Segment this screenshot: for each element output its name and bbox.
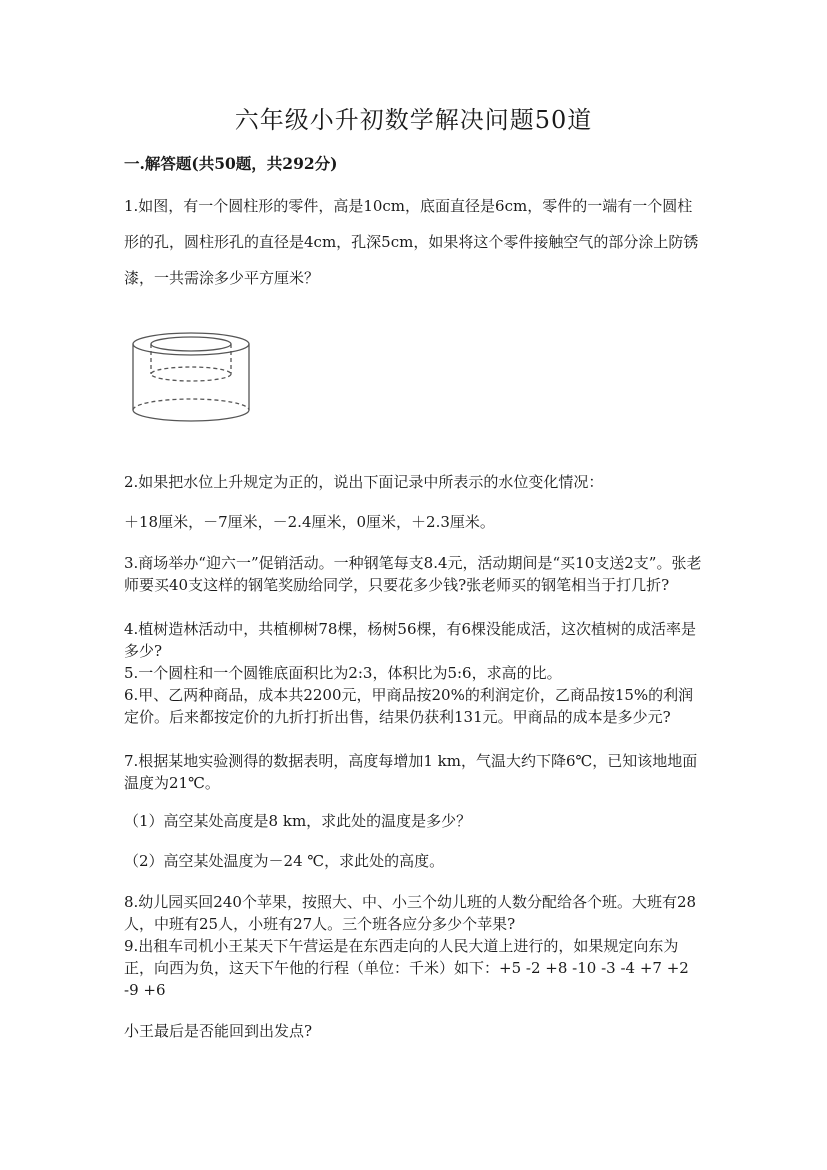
question-8: 8.幼儿园买回240个苹果，按照大、中、小三个幼儿班的人数分配给各个班。大班有28人，中班有25人，小班有27人。三个班各应分多少个苹果? xyxy=(124,893,697,933)
question-2-values: ＋18厘米，－7厘米，－2.4厘米，0厘米，＋2.3厘米。 xyxy=(124,513,495,531)
section-heading: 一.解答题(共50题，共292分) xyxy=(124,154,338,173)
question-2: 2.如果把水位上升规定为正的，说出下面记录中所表示的水位变化情况： xyxy=(124,473,604,491)
question-7-part-2: （2）高空某处温度为－24 ℃，求此处的高度。 xyxy=(124,852,445,870)
question-1: 1.如图，有一个圆柱形的零件，高是10cm，底面直径是6cm，零件的一端有一个圆柱形的孔，圆柱形孔的直径是4cm，孔深5cm，如果将这个零件接触空气的部分涂上防锈漆，一共需涂多少平方厘米？ xyxy=(124,197,699,287)
question-7-part-1: （1）高空某处高度是8 km，求此处的温度是多少？ xyxy=(124,812,472,830)
question-3: 3.商场举办“迎六一”促销活动。一种钢笔每支8.4元，活动期间是“买10支送2支”。张老师要买40支这样的钢笔奖励给同学，只要花多少钱?张老师买的钢笔相当于打几折? xyxy=(124,554,702,594)
question-4: 4.植树造林活动中，共植柳树78棵，杨树56棵，有6棵没能成活，这次植树的成活率是多少? xyxy=(124,620,697,660)
page-title: 六年级小升初数学解决问题50道 xyxy=(234,106,593,134)
question-5: 5.一个圆柱和一个圆锥底面积比为2:3，体积比为5:6，求高的比。 xyxy=(124,664,562,682)
question-9-question: 小王最后是否能回到出发点? xyxy=(124,1022,313,1040)
question-9: 9.出租车司机小王某天下午营运是在东西走向的人民大道上进行的，如果规定向东为正，向西为负，这天下午他的行程（单位：千米）如下：+5 -2 +8 -10 -3 -4 +7 +2 -9 +6 xyxy=(124,937,689,999)
question-6: 6.甲、乙两种商品，成本共2200元，甲商品按20%的利润定价，乙商品按15%的利润定价。后来都按定价的九折打折出售，结果仍获利131元。甲商品的成本是多少元? xyxy=(124,686,694,726)
cylinder-part-figure xyxy=(130,330,252,426)
question-7: 7.根据某地实验测得的数据表明，高度每增加1 km，气温大约下降6℃，已知该地地面温度为21℃。 xyxy=(124,752,698,792)
